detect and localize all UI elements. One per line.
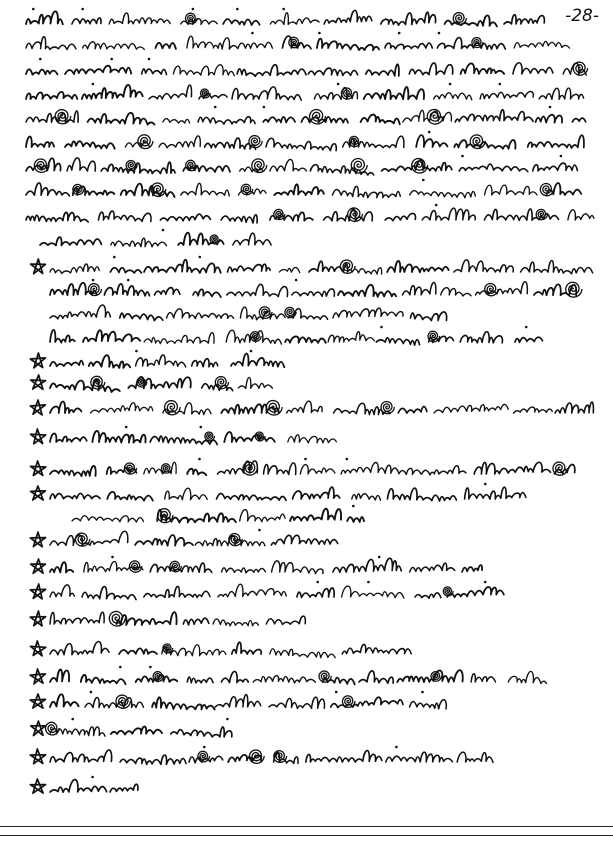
handwritten-word xyxy=(195,529,265,546)
handwritten-word xyxy=(287,401,323,413)
handwritten-word xyxy=(233,233,271,245)
handwritten-word xyxy=(240,510,285,522)
handwritten-word xyxy=(397,670,462,682)
handwritten-word xyxy=(504,15,544,24)
handwritten-word xyxy=(26,137,54,147)
handwritten-word xyxy=(154,288,180,295)
handwritten-word xyxy=(484,209,558,221)
handwritten-word xyxy=(85,691,143,709)
handwritten-word xyxy=(223,8,259,25)
handwritten-word xyxy=(72,8,101,24)
handwritten-word xyxy=(83,330,140,342)
handwritten-word xyxy=(50,361,83,367)
handwritten-word xyxy=(382,159,452,174)
handwritten-word xyxy=(125,135,153,149)
handwritten-word xyxy=(89,355,130,368)
handwritten-word xyxy=(324,10,372,24)
handwritten-word xyxy=(50,750,112,762)
handwritten-word xyxy=(109,611,176,626)
handwritten-word xyxy=(422,466,466,475)
handwritten-word xyxy=(319,671,355,684)
handwritten-word xyxy=(73,184,115,195)
handwritten-word xyxy=(264,463,296,475)
handwritten-word xyxy=(381,12,436,25)
handwritten-word xyxy=(553,462,575,475)
handwritten-word xyxy=(199,89,227,99)
handwritten-word xyxy=(183,618,209,625)
handwritten-word xyxy=(465,483,526,499)
handwritten-word xyxy=(192,359,218,367)
handwritten-word xyxy=(26,212,88,222)
handwritten-word xyxy=(88,113,155,125)
handwritten-word xyxy=(65,141,115,148)
handwritten-word xyxy=(159,136,200,148)
handwritten-word xyxy=(454,260,513,272)
handwritten-word xyxy=(119,648,157,654)
handwritten-word xyxy=(46,718,106,736)
handwritten-word xyxy=(274,184,323,195)
star-bullet-icon xyxy=(31,259,46,274)
handwritten-word xyxy=(563,62,588,75)
handwritten-word xyxy=(171,718,232,737)
handwritten-word xyxy=(334,402,395,415)
handwritten-word xyxy=(202,377,233,391)
handwritten-word xyxy=(240,159,267,173)
handwritten-word xyxy=(50,669,69,682)
handwritten-word xyxy=(331,691,403,708)
handwritten-word xyxy=(474,462,550,474)
handwritten-word xyxy=(40,237,101,245)
handwritten-word xyxy=(181,8,218,25)
handwritten-word xyxy=(215,695,260,707)
handwritten-word xyxy=(107,463,137,474)
handwritten-word xyxy=(221,671,248,682)
handwritten-word xyxy=(26,58,57,75)
handwritten-word xyxy=(515,326,543,343)
handwritten-word xyxy=(50,402,81,413)
handwritten-word xyxy=(361,115,400,125)
handwritten-word xyxy=(228,750,264,763)
handwritten-word xyxy=(120,755,186,764)
handwritten-word xyxy=(178,233,223,245)
handwritten-word xyxy=(288,435,337,443)
handwritten-word xyxy=(50,531,128,546)
handwritten-word xyxy=(528,135,584,148)
handwritten-word xyxy=(107,492,153,501)
handwritten-word xyxy=(317,32,379,50)
handwritten-word xyxy=(253,676,315,683)
handwritten-word xyxy=(231,350,284,368)
handwritten-word xyxy=(26,8,63,25)
handwritten-word xyxy=(403,109,452,124)
handwritten-word xyxy=(240,307,285,320)
handwritten-word xyxy=(65,58,131,74)
handwritten-word xyxy=(150,561,212,572)
handwritten-word xyxy=(416,131,447,147)
handwritten-word xyxy=(160,214,210,221)
handwritten-word xyxy=(341,458,421,475)
handwritten-word xyxy=(135,535,193,546)
handwritten-word xyxy=(165,488,208,500)
handwritten-word xyxy=(521,261,593,274)
handwritten-word xyxy=(514,407,553,413)
handwritten-word xyxy=(205,136,263,150)
bottom-rule-1 xyxy=(0,826,613,827)
star-bullet-icon xyxy=(30,669,45,684)
handwritten-word xyxy=(540,183,581,196)
handwritten-word xyxy=(428,331,454,342)
handwritten-word xyxy=(167,309,234,319)
handwritten-word xyxy=(306,751,382,763)
handwritten-word xyxy=(342,644,411,654)
handwritten-word xyxy=(157,509,236,523)
handwritten-word xyxy=(568,210,594,220)
handwritten-word xyxy=(415,593,441,598)
handwritten-word xyxy=(471,674,495,682)
handwritten-word xyxy=(228,264,271,272)
handwritten-word xyxy=(352,494,381,500)
handwritten-word xyxy=(198,106,255,124)
handwritten-word xyxy=(410,179,476,198)
handwritten-word xyxy=(332,186,400,197)
handwritten-word xyxy=(462,565,482,572)
handwritten-word xyxy=(285,336,326,342)
handwritten-word xyxy=(272,561,324,574)
star-bullet-icon xyxy=(30,353,45,368)
handwritten-word xyxy=(366,64,399,76)
handwritten-word xyxy=(217,494,287,501)
handwritten-word xyxy=(457,752,493,762)
handwritten-word xyxy=(308,68,357,75)
handwritten-word xyxy=(270,159,307,171)
handwritten-word xyxy=(338,285,396,297)
handwritten-word xyxy=(227,284,288,296)
handwritten-word xyxy=(513,63,553,74)
handwritten-word xyxy=(269,697,325,708)
handwritten-word xyxy=(81,666,126,685)
handwritten-word xyxy=(50,642,109,655)
handwritten-word xyxy=(441,288,471,296)
handwritten-word xyxy=(50,376,120,392)
handwritten-word xyxy=(285,307,328,319)
handwritten-word xyxy=(534,282,582,297)
handwritten-word xyxy=(82,83,143,99)
handwritten-word xyxy=(411,312,447,321)
handwritten-word xyxy=(376,326,419,345)
handwritten-word xyxy=(533,155,578,171)
handwritten-word xyxy=(434,404,508,413)
handwritten-word xyxy=(238,184,266,195)
star-bullet-icon xyxy=(30,584,45,599)
handwritten-word xyxy=(283,36,312,49)
handwritten-word xyxy=(266,616,305,624)
handwritten-word xyxy=(342,581,404,598)
handwritten-word xyxy=(340,260,381,274)
handwritten-word xyxy=(91,403,153,413)
handwritten-word xyxy=(455,110,533,122)
star-bullet-icon xyxy=(30,400,45,415)
handwritten-word xyxy=(539,88,584,99)
star-bullet-icon xyxy=(30,532,45,547)
handwritten-word xyxy=(150,426,217,445)
handwritten-word xyxy=(163,119,190,124)
handwritten-word xyxy=(437,32,505,50)
handwritten-word xyxy=(347,505,364,522)
handwritten-word xyxy=(359,671,393,683)
handwritten-word xyxy=(136,666,177,682)
handwritten-word xyxy=(144,586,210,597)
star-bullet-icon xyxy=(30,779,45,793)
handwritten-word xyxy=(83,42,145,50)
handwritten-word xyxy=(50,330,75,343)
handwritten-word xyxy=(274,751,298,764)
handwritten-word xyxy=(26,183,69,196)
handwritten-word xyxy=(385,32,432,49)
handwritten-word xyxy=(189,746,223,763)
handwritten-word xyxy=(99,211,152,221)
handwritten-word xyxy=(156,43,176,49)
handwritten-word xyxy=(410,691,447,709)
handwritten-word xyxy=(279,267,299,272)
star-bullet-icon xyxy=(31,461,46,476)
handwritten-word xyxy=(128,377,190,388)
handwritten-word xyxy=(152,697,215,709)
handwritten-word xyxy=(422,204,475,221)
handwritten-word xyxy=(237,65,306,77)
handwritten-word xyxy=(572,118,585,122)
handwritten-word xyxy=(110,256,141,273)
handwritten-word xyxy=(324,208,373,222)
handwritten-word xyxy=(187,458,206,476)
handwritten-word xyxy=(67,158,95,171)
handwritten-word xyxy=(343,136,404,148)
handwritten-word xyxy=(398,406,427,413)
handwritten-word xyxy=(50,264,99,273)
handwritten-word xyxy=(328,332,374,342)
handwritten-word xyxy=(50,433,87,442)
handwritten-word xyxy=(232,87,301,100)
handwritten-word xyxy=(333,556,401,573)
handwritten-word xyxy=(187,677,213,683)
handwritten-word xyxy=(292,279,335,297)
handwritten-word xyxy=(314,83,357,100)
handwritten-word xyxy=(476,282,528,296)
handwritten-word xyxy=(142,58,167,75)
star-bullet-icon xyxy=(30,694,45,708)
handwritten-word xyxy=(443,581,504,598)
handwritten-word xyxy=(388,488,457,501)
handwritten-word xyxy=(149,85,192,99)
handwritten-word xyxy=(213,32,272,49)
star-bullet-icon xyxy=(30,749,45,764)
handwritten-word xyxy=(173,65,234,76)
handwritten-word xyxy=(410,563,455,572)
handwritten-word xyxy=(26,110,78,124)
handwritten-word xyxy=(290,509,341,521)
star-bullet-icon xyxy=(31,429,46,444)
handwritten-word xyxy=(110,784,138,792)
handwritten-word xyxy=(297,581,334,598)
handwritten-word xyxy=(232,642,261,654)
star-bullet-icon xyxy=(30,611,46,626)
handwritten-word xyxy=(181,183,230,196)
handwritten-word xyxy=(221,401,282,416)
handwritten-word xyxy=(50,585,74,597)
handwritten-word xyxy=(266,138,336,150)
handwritten-word xyxy=(238,377,272,388)
handwritten-word xyxy=(386,746,453,762)
handwritten-word xyxy=(536,106,562,123)
handwritten-word xyxy=(263,106,295,123)
handwritten-word xyxy=(454,135,515,149)
handwritten-word xyxy=(301,110,348,125)
handwritten-word xyxy=(409,63,453,75)
handwritten-word xyxy=(162,644,226,656)
handwritten-word xyxy=(144,462,176,474)
handwritten-word xyxy=(163,401,211,415)
handwritten-word xyxy=(50,305,110,319)
star-bullet-icon xyxy=(31,559,46,573)
handwritten-word xyxy=(26,92,77,99)
handwritten-word xyxy=(72,516,144,522)
handwritten-word xyxy=(309,261,343,272)
handwritten-word xyxy=(121,183,175,197)
handwritten-word xyxy=(226,330,281,344)
handwritten-word xyxy=(293,487,340,499)
handwritten-word xyxy=(26,37,76,50)
handwritten-word xyxy=(387,261,448,272)
handwritten-word xyxy=(50,493,100,499)
handwritten-word xyxy=(111,229,167,247)
handwritten-word xyxy=(434,83,472,100)
handwritten-word xyxy=(218,584,286,597)
handwritten-word xyxy=(445,13,497,27)
handwritten-word xyxy=(111,727,162,735)
handwritten-word xyxy=(271,535,337,545)
handwritten-word xyxy=(310,159,373,175)
handwritten-word xyxy=(224,432,274,442)
star-bullet-icon xyxy=(31,721,46,736)
handwritten-word xyxy=(50,694,79,707)
handwritten-word xyxy=(187,36,214,48)
page-number: -28- xyxy=(565,6,599,26)
handwritten-word xyxy=(300,458,335,474)
handwritten-word xyxy=(485,185,537,195)
handwritten-word xyxy=(333,308,403,318)
handwritten-word xyxy=(104,279,149,296)
star-bullet-icon xyxy=(31,486,46,500)
handwritten-word xyxy=(364,87,424,99)
handwritten-word xyxy=(144,256,221,273)
star-bullet-icon xyxy=(31,375,46,389)
handwritten-word xyxy=(270,209,313,220)
handwritten-word xyxy=(508,671,546,683)
handwritten-word xyxy=(460,332,502,343)
handwritten-word xyxy=(555,402,593,413)
handwritten-word xyxy=(514,41,569,48)
handwritten-word xyxy=(459,155,528,172)
handwritten-word xyxy=(480,83,533,99)
handwritten-word xyxy=(101,161,175,174)
handwritten-word xyxy=(50,279,102,296)
handwritten-word xyxy=(183,160,230,172)
star-bullet-icon xyxy=(31,641,46,656)
handwritten-word xyxy=(50,466,96,476)
handwritten-word xyxy=(193,289,221,297)
handwritten-word xyxy=(92,426,145,443)
handwritten-word xyxy=(109,13,170,24)
handwritten-word xyxy=(82,587,136,600)
handwritten-word xyxy=(50,612,104,624)
bottom-rule-2 xyxy=(0,835,613,836)
handwritten-word xyxy=(120,313,163,321)
handwritten-word xyxy=(84,556,143,573)
handwritten-word xyxy=(144,333,214,344)
handwritten-word xyxy=(385,213,415,220)
handwritten-word xyxy=(213,619,259,626)
handwritten-word xyxy=(50,776,107,793)
handwritten-word xyxy=(50,562,73,572)
handwritten-word xyxy=(402,283,435,296)
handwritten-word xyxy=(222,568,266,573)
handwritten-word xyxy=(217,461,257,475)
handwritten-word xyxy=(221,215,257,223)
handwritten-word xyxy=(270,8,319,25)
handwritten-word xyxy=(135,350,186,367)
handwritten-word xyxy=(461,63,505,74)
handwritten-word xyxy=(270,649,335,658)
handwritten-word xyxy=(26,158,61,172)
